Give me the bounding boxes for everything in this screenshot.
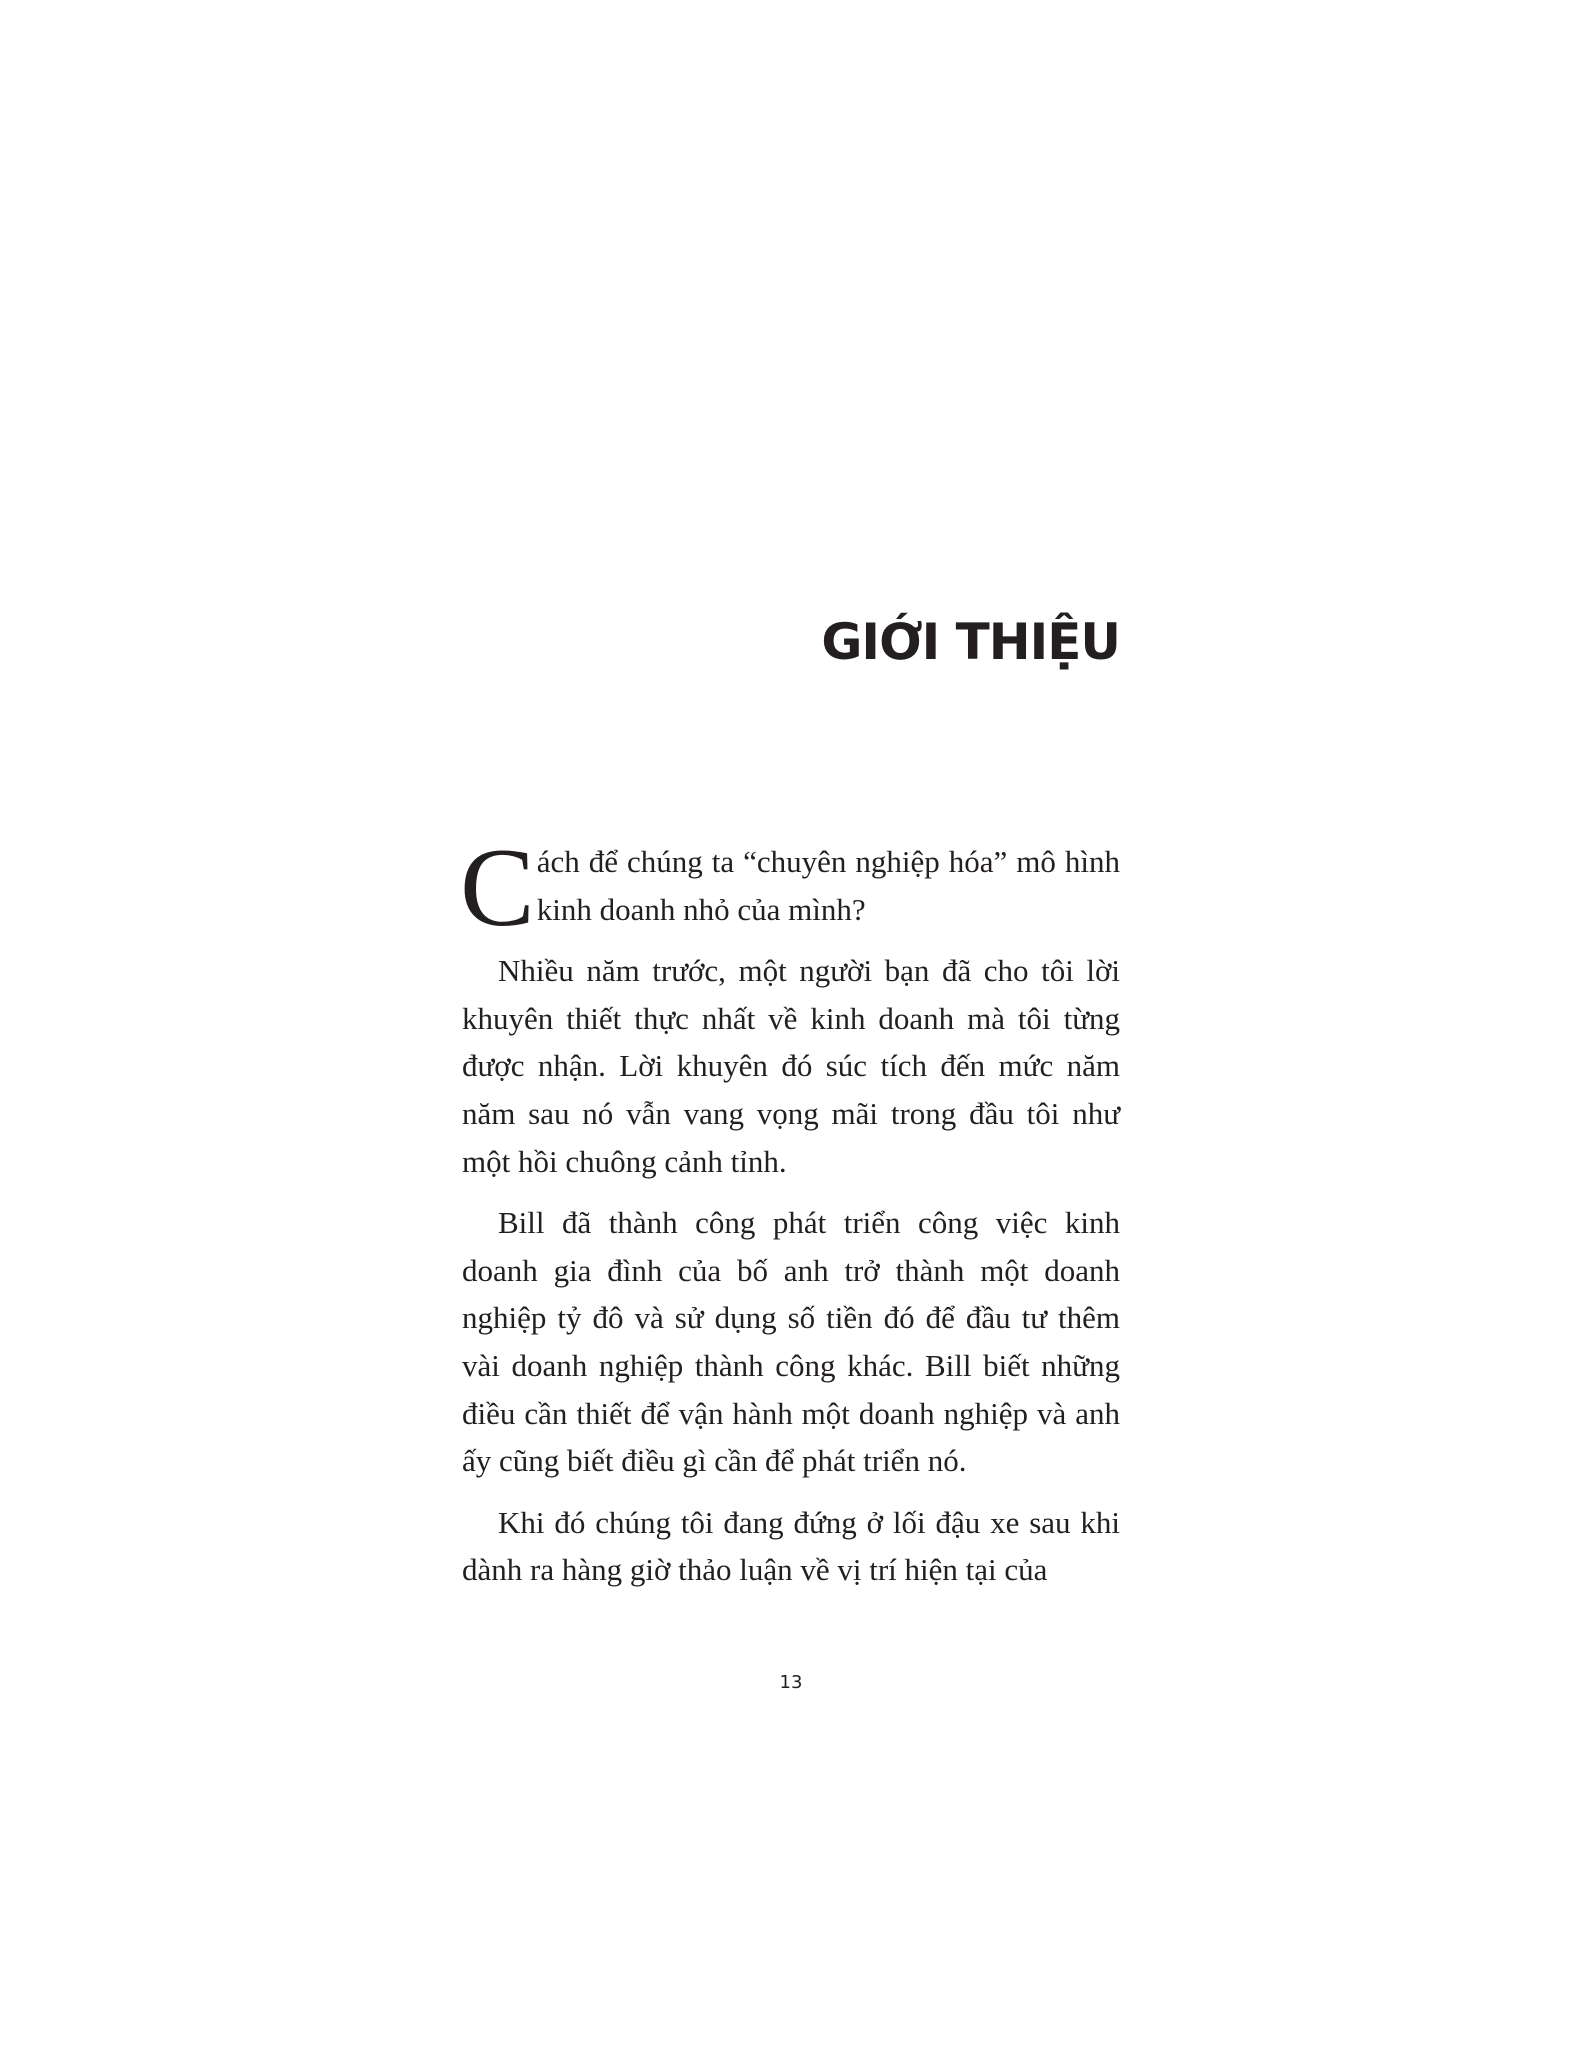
drop-cap: C: [460, 826, 535, 950]
chapter-title: GIỚI THIỆU: [821, 613, 1120, 671]
opening-paragraph: [460, 826, 1120, 950]
body-text: [460, 826, 1120, 1608]
paragraph: Nhiều năm trước, một người bạn đã cho tôi lời khuyên thiết thực nhất về kinh doanh mà tôi từng được nhận. Lời khuyên đó súc tích đến mức năm năm sau nó vẫn vang vọng mãi trong đầu tôi như một hồi chuông cảnh tỉnh.: [462, 953, 1120, 1179]
paragraph: Khi đó chúng tôi đang đứng ở lối đậu xe sau khi dành ra hàng giờ thảo luận về vị trí hiện tại của: [462, 1504, 1120, 1588]
page-number: 13: [779, 1672, 803, 1693]
paragraph: Bill đã thành công phát triển công việc kinh doanh gia đình của bố anh trở thành một doanh nghiệp tỷ đô và sử dụng số tiền đó để đầu tư thêm vài doanh nghiệp thành công khác. Bill biết những điều cần thiết để vận hành một doanh nghiệp và anh ấy cũng biết điều gì cần để phát triển nó.: [462, 1205, 1120, 1479]
opening-paragraph-text: ách để chúng ta “chuyên nghiệp hóa” mô hình kinh doanh nhỏ của mình?: [536, 844, 1120, 927]
